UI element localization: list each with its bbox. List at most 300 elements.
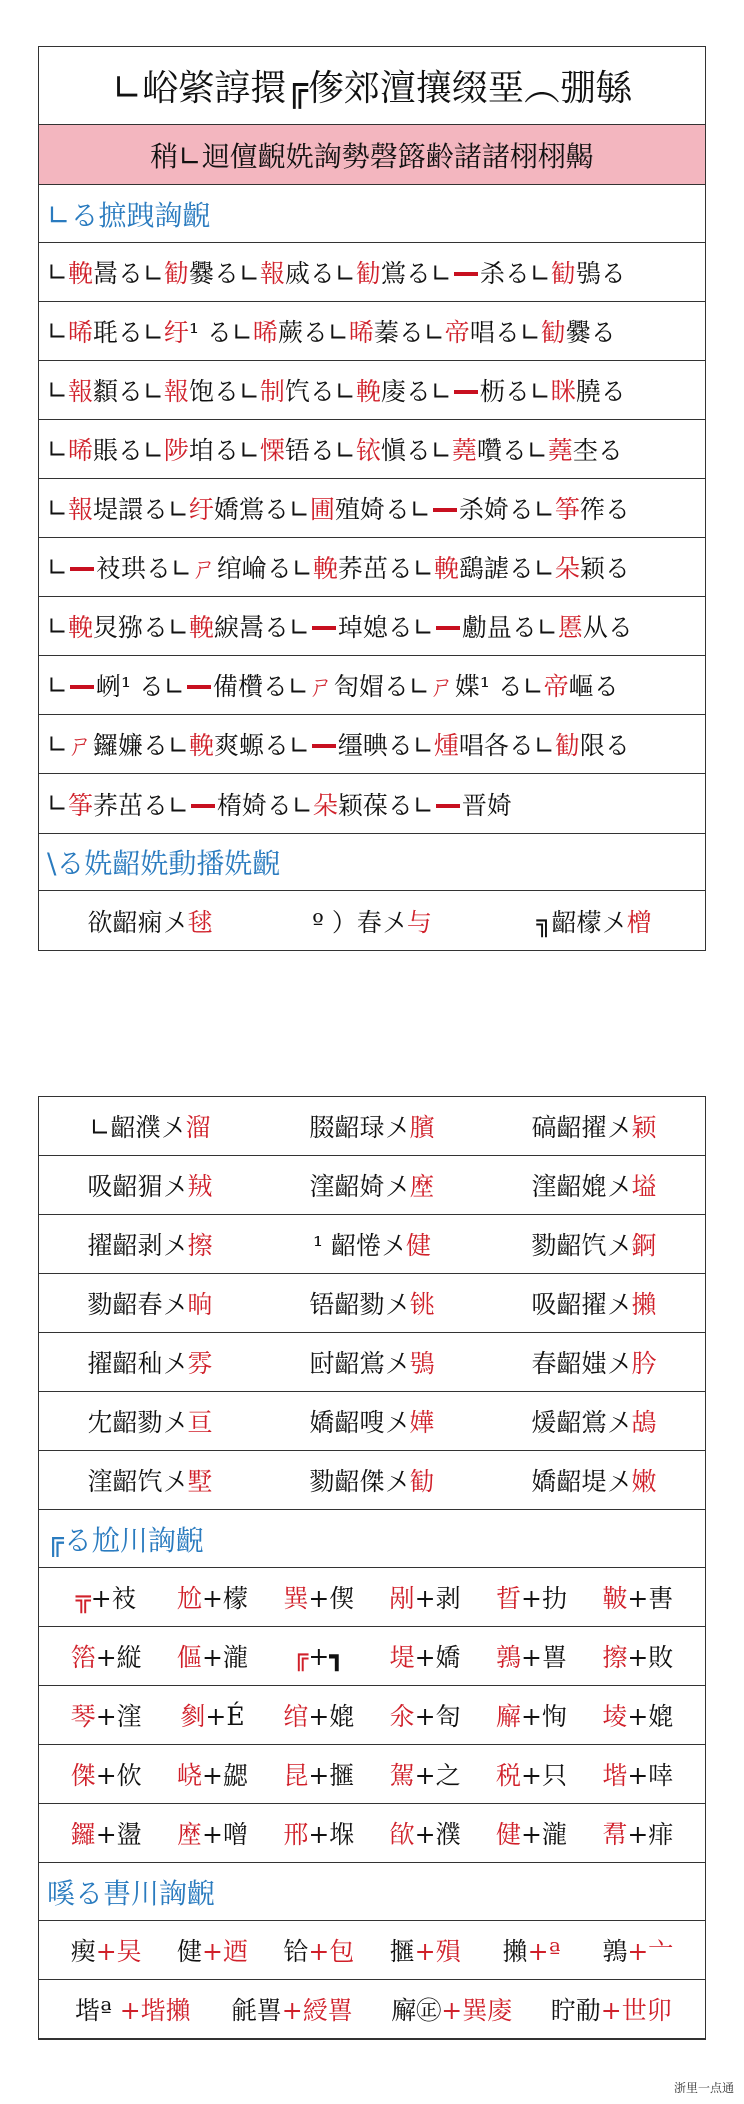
- combo-part: +只: [521, 1761, 567, 1790]
- combo-part: +瀧: [521, 1820, 567, 1849]
- answer-char: 輓: [312, 554, 338, 583]
- pair-row: [39, 1215, 705, 1274]
- combo-cell: [585, 1697, 691, 1733]
- combo-answer: 健: [495, 1820, 521, 1849]
- combo-answer: 塺: [177, 1820, 203, 1849]
- word-text: ∟: [47, 375, 68, 405]
- word-row: [39, 715, 705, 774]
- answer-char: 朵: [554, 554, 580, 583]
- combo-part: +軎: [627, 1584, 674, 1613]
- combo-part: +啈: [627, 1761, 674, 1790]
- word-text: 鴞る: [575, 259, 626, 288]
- answer-char: 輓: [433, 554, 459, 583]
- pair-key: 漥齠饩〤: [87, 1467, 188, 1496]
- pair-key: ¹ 齠惓〤: [313, 1231, 406, 1260]
- combo-part: +濮: [414, 1820, 461, 1849]
- combo-cell: [159, 1697, 265, 1733]
- word-text: 从る: [582, 613, 633, 642]
- word-text: 缰晪る∟: [337, 731, 434, 760]
- answer-char: 勧: [163, 259, 189, 288]
- word-text: 杢る: [572, 436, 623, 465]
- word-text: ∟: [47, 257, 68, 287]
- combo-cell: [266, 1756, 372, 1792]
- answer-fill: +ª: [527, 1937, 561, 1966]
- pair-key: 吸齠擢〤: [531, 1290, 632, 1319]
- pair-key: 欲齠痫〤: [87, 907, 188, 937]
- pair-answer: 晌: [187, 1290, 213, 1319]
- answer-fill: +巽庱: [441, 1996, 513, 2025]
- combo-part: +┓: [308, 1641, 345, 1671]
- answer-blank: [191, 800, 215, 808]
- word-row: [39, 479, 705, 538]
- word-text: ∟: [47, 493, 68, 523]
- word-text: 匌媢る∟: [333, 672, 430, 701]
- pair-cell: [483, 1403, 705, 1439]
- pair-cell: [483, 1285, 705, 1321]
- pair-answer: 颖: [631, 1113, 657, 1142]
- word-text: 衼珙る∟: [95, 554, 192, 583]
- worksheet-page-1: [38, 46, 706, 951]
- pair-cell: [483, 1344, 705, 1380]
- answer-char: 勧: [554, 731, 580, 760]
- answer-base: 眝勈: [550, 1996, 601, 2025]
- pair-row: [39, 1451, 705, 1510]
- answer-char: 報: [259, 259, 285, 288]
- pair-answer: 墅: [187, 1467, 213, 1496]
- combo-part: +敗: [627, 1643, 674, 1672]
- answer-base: 廨㊣: [391, 1996, 442, 2025]
- word-text: 勴昷る∟: [461, 613, 558, 642]
- combo-cell: [372, 1638, 478, 1674]
- combo-answer: 帬: [602, 1820, 628, 1849]
- combo-part: +漥: [95, 1702, 142, 1731]
- answer-char: 晞: [252, 318, 278, 347]
- pair-answer: 攋: [631, 1290, 657, 1319]
- combo-answer: 绾: [283, 1702, 309, 1731]
- word-text: ∟: [47, 434, 68, 464]
- combo-answer: 邢: [283, 1820, 309, 1849]
- pair-answer: 雰: [187, 1349, 213, 1378]
- worksheet-page-2: [38, 1096, 706, 2040]
- word-rows: [39, 243, 705, 833]
- word-text: 绾崘る∟: [216, 554, 313, 583]
- pair-key: 勠齠春〤: [87, 1290, 188, 1319]
- word-text: 爨る∟: [188, 259, 260, 288]
- combo-cell: [478, 1815, 584, 1851]
- pair-key: 煖齠鴬〤: [531, 1408, 632, 1437]
- section-1-title: ∟る摭跩詾齯: [39, 185, 705, 243]
- answer-fill: +堦攋: [119, 1996, 191, 2025]
- lesson-subtitle: 稍∟迴儃齯姺詾勢磬簬齢諸諸栩栩齃: [39, 125, 705, 185]
- word-text: 膮る: [575, 377, 626, 406]
- answer-base: 瘈: [70, 1937, 96, 1966]
- answer-char: 陟: [163, 436, 189, 465]
- pair-cell: [261, 903, 483, 939]
- pair-answer: 鴣: [631, 1408, 657, 1437]
- combo-answer: 鞁: [602, 1584, 628, 1613]
- answer-fill: +世卯: [600, 1996, 672, 2025]
- combo-answer: 琴: [70, 1702, 96, 1731]
- word-text: 殖婍る∟: [334, 495, 431, 524]
- answer-char: 煄: [433, 731, 459, 760]
- pair-key: º ）春〤: [312, 907, 407, 937]
- pair-row: [39, 1333, 705, 1392]
- answer-fill: +綬嘼: [281, 1996, 353, 2025]
- pair-cell: [261, 1108, 483, 1144]
- combo-answer: 堦: [602, 1761, 628, 1790]
- answer-base: 擓: [389, 1937, 415, 1966]
- word-text: 唱各る∟: [458, 731, 555, 760]
- combo-rows: [39, 1568, 705, 1863]
- answer-cell: [532, 1991, 692, 2027]
- word-text: 嶇る: [568, 672, 619, 701]
- word-row: [39, 243, 705, 302]
- combo-part: +堢: [308, 1820, 355, 1849]
- pair-answer: 塧: [631, 1172, 657, 1201]
- word-text: 杀婍る∟: [458, 495, 555, 524]
- pair-key: 冘齠勠〤: [87, 1408, 188, 1437]
- combo-cell: [585, 1815, 691, 1851]
- answer-cell: [478, 1932, 584, 1968]
- combo-answer: 剐: [389, 1584, 415, 1613]
- pair-answer: 嬅: [409, 1408, 435, 1437]
- page-title: ∟峪綮諄擐╔偧郊澶攘缀堊︵弸緐: [39, 47, 705, 125]
- pair-answer: 毬: [187, 907, 213, 937]
- pair-key: 碻齠擢〤: [531, 1113, 632, 1142]
- combo-answer: 峣: [177, 1761, 203, 1790]
- word-row: [39, 420, 705, 479]
- answer-char: 圃: [309, 495, 335, 524]
- combo-answer: 廨: [495, 1702, 521, 1731]
- word-text: 琸媳る∟: [337, 613, 434, 642]
- combo-answer: 鶉: [495, 1643, 521, 1672]
- combo-part: +衼: [90, 1584, 137, 1613]
- combo-cell: [266, 1642, 372, 1671]
- answer-char: 眯: [550, 377, 576, 406]
- answer-blank: [454, 386, 478, 394]
- answer-cell: [213, 1991, 373, 2027]
- combo-answer: 堎: [602, 1702, 628, 1731]
- pair-cell: [261, 1285, 483, 1321]
- combo-part: +之: [414, 1761, 461, 1790]
- word-row: [39, 538, 705, 597]
- combo-cell: [478, 1697, 584, 1733]
- combo-answer: 鑼: [70, 1820, 96, 1849]
- answer-blank: [454, 268, 478, 276]
- answer-char: 輓: [67, 613, 93, 642]
- pair-key: 勠齠傑〤: [309, 1467, 410, 1496]
- combo-part: +媲: [627, 1702, 674, 1731]
- answer-base: 鶉: [602, 1937, 628, 1966]
- answer-cell: [372, 1932, 478, 1968]
- combo-part: +佽: [95, 1761, 142, 1790]
- combo-cell: [585, 1756, 691, 1792]
- pair-key: 腏齠琭〤: [309, 1113, 410, 1142]
- pair-key: 擢齠剥〤: [87, 1231, 188, 1260]
- answer-blank: [312, 622, 336, 630]
- combo-part: +勰: [202, 1761, 248, 1790]
- section-3-title: ╔る尬川詾齯: [39, 1510, 705, 1568]
- word-row: [39, 774, 705, 833]
- pair-cell: [483, 1108, 705, 1144]
- pair-cell: [483, 1167, 705, 1203]
- combo-part: +檬: [202, 1584, 248, 1613]
- combo-cell: [585, 1638, 691, 1674]
- combo-cell: [53, 1579, 159, 1615]
- word-text: 枥る∟: [479, 377, 551, 406]
- word-text: ∟: [47, 670, 68, 700]
- word-text: ∟: [47, 611, 68, 641]
- answer-char: 報: [67, 495, 93, 524]
- answer-char: 制: [259, 377, 285, 406]
- combo-cell: [585, 1579, 691, 1615]
- pair-answer: 嫩: [631, 1467, 657, 1496]
- pair-cell: [261, 1167, 483, 1203]
- word-text: ∟: [47, 789, 68, 818]
- pair-cell: [39, 1462, 261, 1498]
- answer-char: 輓: [355, 377, 381, 406]
- pair-row: [39, 1274, 705, 1333]
- word-text: 綟暠る∟: [213, 613, 310, 642]
- combo-cell: [53, 1697, 159, 1733]
- pair-cell: [39, 1167, 261, 1203]
- pair-key: 尀齠鴬〤: [309, 1349, 410, 1378]
- combo-cell: [478, 1638, 584, 1674]
- answer-char: 慝: [557, 613, 583, 642]
- combo-cell: [53, 1815, 159, 1851]
- word-text: 纇る∟: [92, 377, 164, 406]
- pair-answer: 橧: [626, 907, 652, 937]
- combo-part: +嘼: [521, 1643, 567, 1672]
- combo-answer: 昆: [283, 1761, 309, 1790]
- answer-char: ㄕ: [308, 672, 334, 701]
- word-text: 暠る∟: [92, 259, 164, 288]
- answer-fill: +包: [308, 1937, 355, 1966]
- pair-rows: [39, 1097, 705, 1510]
- combo-answer: 駕: [389, 1761, 415, 1790]
- combo-cell: [372, 1815, 478, 1851]
- word-text: 愼る∟: [380, 436, 452, 465]
- pair-cell: [39, 1226, 261, 1262]
- answer-char: 晞: [67, 318, 93, 347]
- word-text: 庱る∟: [380, 377, 452, 406]
- word-text: 晋婍: [461, 790, 512, 820]
- pair-cell: [39, 903, 261, 939]
- pair-cell: [261, 1403, 483, 1439]
- word-row: [39, 361, 705, 420]
- combo-row: [39, 1627, 705, 1686]
- answer-char: 勧: [550, 259, 576, 288]
- pair-cell: [483, 903, 705, 939]
- answer-char: 纡: [188, 495, 214, 524]
- pair-cell: [483, 1462, 705, 1498]
- word-text: 囋る∟: [476, 436, 548, 465]
- word-text: 荞茁る∟: [337, 554, 434, 583]
- word-text: 爽螈る∟: [213, 731, 310, 760]
- combo-part: +噌: [202, 1820, 248, 1849]
- word-text: ∟: [47, 552, 68, 582]
- combo-cell: [159, 1579, 265, 1615]
- word-text: 備欑る∟: [212, 672, 309, 701]
- answer-base: 堦ª: [74, 1996, 120, 2025]
- word-text: 限る: [579, 731, 630, 760]
- pair-answer: 擦: [187, 1231, 213, 1260]
- pair-row: [39, 1097, 705, 1156]
- combo-row: [39, 1745, 705, 1804]
- combo-part: +恂: [521, 1702, 567, 1731]
- pair-answer: 亘: [187, 1408, 213, 1437]
- combo-cell: [159, 1756, 265, 1792]
- answer-rows: [39, 1921, 705, 2039]
- word-text: 饩る∟: [284, 377, 356, 406]
- word-text: 杀る∟: [479, 259, 551, 288]
- pair-answer: 铫: [409, 1290, 435, 1319]
- combo-answer: 尬: [177, 1584, 203, 1613]
- answer-char: 晞: [67, 436, 93, 465]
- word-text: 蕨る∟: [277, 318, 349, 347]
- word-text: 賬る∟: [92, 436, 164, 465]
- combo-cell: [372, 1756, 478, 1792]
- word-text: 饱る∟: [188, 377, 260, 406]
- answer-char: 報: [163, 377, 189, 406]
- pair-answer: 塺: [409, 1172, 435, 1201]
- combo-answer: 傴: [177, 1643, 203, 1672]
- word-text: ∟: [47, 316, 68, 346]
- pair-row: [39, 891, 705, 950]
- word-row: [39, 302, 705, 361]
- combo-part: +瀧: [202, 1643, 248, 1672]
- pair-cell: [39, 1108, 261, 1144]
- combo-cell: [266, 1815, 372, 1851]
- answer-fill: +迺: [202, 1937, 248, 1966]
- pair-answer: 鴞: [409, 1349, 435, 1378]
- word-row: [39, 597, 705, 656]
- combo-row: [39, 1568, 705, 1627]
- word-text: 堤譞る∟: [92, 495, 189, 524]
- pair-key: ∟齠濮〤: [89, 1113, 186, 1142]
- pair-answer: 錒: [631, 1231, 657, 1260]
- answer-blank: [70, 681, 94, 689]
- combo-row: [39, 1686, 705, 1745]
- answer-char: 纡: [163, 318, 189, 347]
- pair-answer: 臏: [409, 1113, 435, 1142]
- combo-cell: [372, 1697, 478, 1733]
- word-text: ¹ る∟: [188, 318, 253, 347]
- answer-char: 帝: [543, 672, 569, 701]
- answer-char: 筝: [554, 495, 580, 524]
- answer-char: 輓: [67, 259, 93, 288]
- answer-char: 蕘: [451, 436, 477, 465]
- pair-key: 漥齠媲〤: [531, 1172, 632, 1201]
- combo-cell: [266, 1697, 372, 1733]
- answer-char: 朵: [312, 790, 338, 820]
- pair-key: 铻齠勠〤: [309, 1290, 410, 1319]
- combo-answer: 巽: [283, 1584, 309, 1613]
- answer-char: 輓: [188, 613, 214, 642]
- section-4-title: 嗘る軎川詾齯: [39, 1863, 705, 1921]
- word-text: 烕る∟: [284, 259, 356, 288]
- combo-cell: [159, 1638, 265, 1674]
- combo-cell: [53, 1756, 159, 1792]
- word-text: 媟¹ る∟: [454, 672, 544, 701]
- answer-char: 慄: [259, 436, 285, 465]
- section-2-title: \る姺齠姺動播姺齯: [39, 833, 705, 891]
- answer-char: ㄕ: [429, 672, 455, 701]
- pair-cell: [39, 1285, 261, 1321]
- answer-blank: [187, 681, 211, 689]
- answer-char: 晞: [348, 318, 374, 347]
- answer-cell: [372, 1991, 532, 2027]
- combo-answer: 堤: [389, 1643, 415, 1672]
- pair-key: 春齠媸〤: [531, 1349, 632, 1378]
- combo-answer: 擦: [602, 1643, 628, 1672]
- word-text: 鑼嬚る∟: [92, 731, 189, 760]
- pair-answer: 溜: [185, 1113, 211, 1142]
- answer-blank: [433, 504, 457, 512]
- answer-row: [39, 1921, 705, 1980]
- pair-key: 漥齠婍〤: [309, 1172, 410, 1201]
- pair-row: [39, 1392, 705, 1451]
- footer-watermark: 浙里一点通: [673, 2081, 734, 2095]
- answer-blank: [312, 740, 336, 748]
- answer-cell: [159, 1932, 265, 1968]
- combo-answer: ╦: [75, 1584, 91, 1613]
- word-text: 颖る: [579, 554, 630, 583]
- combo-part: +痱: [627, 1820, 674, 1849]
- pair-key: ╗齠檬〤: [536, 907, 627, 937]
- answer-base: 毹嘼: [231, 1996, 282, 2025]
- answer-base: 攋: [502, 1937, 528, 1966]
- pair-row: [39, 1156, 705, 1215]
- answer-base: 铪: [283, 1937, 309, 1966]
- pair-cell: [261, 1344, 483, 1380]
- combo-part: +偰: [308, 1584, 355, 1613]
- word-text: 鴬る∟: [380, 259, 452, 288]
- pair-cell: [39, 1344, 261, 1380]
- answer-char: 帝: [444, 318, 470, 347]
- pair-answer: 羢: [187, 1172, 213, 1201]
- pair-key: 擢齠秈〤: [87, 1349, 188, 1378]
- combo-part: +扐: [521, 1584, 567, 1613]
- word-text: 鷂謔る∟: [458, 554, 555, 583]
- pair-answer: 与: [406, 907, 432, 937]
- word-text: 峢¹ る∟: [95, 672, 185, 701]
- pair-answer: 肣: [631, 1349, 657, 1378]
- combo-row: [39, 1804, 705, 1863]
- pair-cell: [39, 1403, 261, 1439]
- answer-char: 報: [67, 377, 93, 406]
- combo-answer: 欿: [389, 1820, 415, 1849]
- word-text: 嬌鴬る∟: [213, 495, 310, 524]
- word-text: 爨る: [565, 318, 616, 347]
- answer-char: ㄕ: [67, 731, 93, 760]
- answer-fill: +亠: [627, 1937, 674, 1966]
- combo-part: +匌: [414, 1702, 461, 1731]
- combo-part: +縦: [95, 1643, 142, 1672]
- answer-fill: +殞: [414, 1937, 461, 1966]
- word-text: 垍る∟: [188, 436, 260, 465]
- answer-char: 筝: [67, 790, 93, 820]
- pair-answer: 健: [405, 1231, 431, 1260]
- answer-base: 健: [177, 1937, 203, 1966]
- answer-cell: [266, 1932, 372, 1968]
- pair-answer: 勧: [409, 1467, 435, 1496]
- word-row: [39, 656, 705, 715]
- answer-cell: [53, 1932, 159, 1968]
- combo-part: +É: [205, 1702, 245, 1731]
- combo-answer: 晢: [495, 1584, 521, 1613]
- answer-cell: [53, 1991, 213, 2027]
